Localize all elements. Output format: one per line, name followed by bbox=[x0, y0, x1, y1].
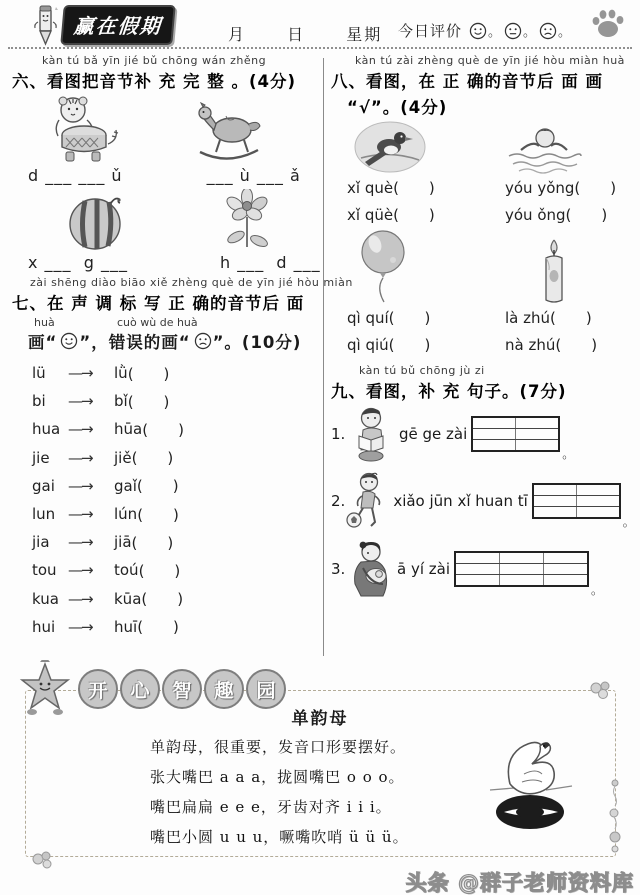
answer-paren[interactable]: ( ) bbox=[142, 420, 184, 439]
rhyme-title: 单韵母 bbox=[291, 709, 349, 729]
option-cell[interactable]: qì quí( ) bbox=[347, 309, 431, 327]
option-cell[interactable]: yóu yǒng( ) bbox=[505, 179, 617, 197]
answer-paren[interactable]: ( ) bbox=[141, 590, 184, 609]
option-cell[interactable]: xǐ qüè( ) bbox=[347, 206, 435, 224]
list-item bbox=[32, 444, 318, 472]
sentence-item-1 bbox=[331, 406, 633, 462]
neutral-face-icon[interactable] bbox=[504, 22, 522, 40]
pinyin-hua: huà bbox=[34, 316, 55, 329]
answer-blank[interactable]: h ___ d ___ bbox=[219, 253, 321, 272]
section7-pinyin2 bbox=[12, 316, 318, 329]
list-item bbox=[32, 613, 318, 641]
answer-paren[interactable]: ( ) bbox=[131, 533, 174, 552]
watermark-text: 头条 @群子老师资料库 bbox=[405, 871, 634, 895]
sentence-text: gē ge zài bbox=[399, 425, 468, 443]
answer-paren[interactable]: ( ) bbox=[127, 392, 170, 411]
poem-line: 嘴巴扁扁 e e e，牙齿对齐 i i i。 bbox=[150, 798, 392, 816]
list-item bbox=[32, 556, 318, 584]
ornament-chain-icon bbox=[606, 775, 624, 855]
syllable-toned: lǜ bbox=[114, 364, 128, 383]
syllable-plain: lü bbox=[32, 364, 46, 383]
left-column bbox=[12, 52, 353, 641]
boy-reading-icon bbox=[351, 406, 393, 462]
syllable-plain: tou bbox=[32, 561, 57, 580]
rhyme-poem bbox=[150, 732, 409, 852]
page-header bbox=[0, 2, 640, 48]
banner-char: 趣 bbox=[204, 669, 244, 709]
section7-pinyin: zài shēng diào biāo xiě zhèng què de yīn jié hòu miàn bbox=[30, 276, 353, 289]
list-item bbox=[32, 585, 318, 613]
poem-line: 单韵母，很重要，发音口形要摆好。 bbox=[150, 738, 407, 756]
arrow-icon: —→ bbox=[68, 364, 92, 383]
arrow-icon: —→ bbox=[68, 561, 92, 580]
arrow-icon: —→ bbox=[68, 617, 92, 636]
arrow-icon: —→ bbox=[68, 505, 92, 524]
option-row bbox=[331, 174, 633, 201]
banner-char: 园 bbox=[246, 669, 286, 709]
swimmer-icon bbox=[505, 122, 583, 174]
option-row bbox=[331, 201, 633, 228]
option-cell[interactable]: yóu ǒng( ) bbox=[505, 206, 608, 224]
date-week-label: 星期 bbox=[346, 25, 383, 44]
paw-print-icon bbox=[590, 8, 626, 40]
syllable-toned: bǐ bbox=[114, 392, 128, 411]
answer-paren[interactable]: ( ) bbox=[138, 561, 181, 580]
swan-icon bbox=[484, 724, 576, 834]
answer-paren[interactable]: ( ) bbox=[136, 477, 179, 496]
option-cell[interactable]: là zhú( ) bbox=[505, 309, 592, 327]
syllable-plain: hua bbox=[32, 420, 61, 439]
watermelon-icon bbox=[64, 193, 128, 251]
syllable-toned: gaǐ bbox=[114, 476, 137, 495]
sentence-period: 。 bbox=[622, 515, 635, 529]
list-item bbox=[32, 359, 318, 387]
answer-blank[interactable]: x ___ g ___ bbox=[28, 253, 128, 272]
option-row bbox=[331, 304, 633, 331]
brand-logo bbox=[28, 4, 174, 46]
date-month-label: 月 bbox=[228, 25, 247, 44]
banner-char: 开 bbox=[78, 669, 118, 709]
answer-blank[interactable]: ___ ù ___ ǎ bbox=[206, 166, 301, 185]
section8-images-row2 bbox=[331, 228, 633, 304]
arrow-icon: —→ bbox=[68, 448, 92, 467]
date-line bbox=[228, 22, 416, 45]
option-row bbox=[331, 331, 633, 358]
happy-face-icon[interactable] bbox=[469, 22, 487, 40]
syllable-plain: bi bbox=[32, 392, 46, 411]
section6-pinyin: kàn tú bǎ yīn jié bǔ chōng wán zhěng bbox=[42, 54, 267, 67]
pinyin-cuowudehua: cuò wù de huà bbox=[117, 316, 198, 329]
syllable-plain: jia bbox=[32, 533, 50, 552]
sentence-text: xiǎo jūn xǐ huan tī bbox=[393, 492, 528, 510]
answer-paren[interactable]: ( ) bbox=[137, 618, 179, 637]
poem-line: 张大嘴巴 a a a，拢圆嘴巴 o o o。 bbox=[150, 768, 405, 786]
candle-icon bbox=[539, 238, 569, 304]
sentence-item-2 bbox=[331, 472, 633, 530]
pinyin-writing-grid[interactable] bbox=[454, 551, 589, 587]
section9-title: 九、看图，补 充 句子。(7分) bbox=[331, 382, 567, 401]
evaluation-label: 今日评价 bbox=[398, 22, 463, 40]
fun-garden-banner bbox=[18, 660, 288, 718]
flower-decoration-icon bbox=[588, 678, 614, 702]
right-column bbox=[331, 52, 633, 608]
happy-face-icon bbox=[60, 332, 78, 350]
sentence-text: ā yí zài bbox=[397, 560, 451, 578]
arrow-icon: —→ bbox=[68, 420, 92, 439]
section8-pinyin: kàn tú zài zhèng què de yīn jié hòu miàn huà bbox=[355, 54, 625, 67]
arrow-icon: —→ bbox=[68, 589, 92, 608]
section6-blanks-row2 bbox=[12, 253, 321, 272]
option-cell[interactable]: nà zhú( ) bbox=[505, 336, 598, 354]
syllable-toned: toú bbox=[114, 561, 139, 580]
sentence-period: 。 bbox=[591, 583, 604, 597]
item-number: 1. bbox=[331, 425, 346, 443]
flower-decoration-icon bbox=[30, 847, 56, 871]
banner-char: 心 bbox=[120, 669, 160, 709]
arrow-icon: —→ bbox=[68, 533, 92, 552]
title2-post: ”。(10分) bbox=[212, 333, 302, 352]
list-item bbox=[32, 415, 318, 443]
flower-icon bbox=[218, 189, 276, 251]
tiger-drum-icon bbox=[46, 94, 122, 164]
logo-title: 赢在假期 bbox=[60, 5, 175, 45]
syllable-plain: hui bbox=[32, 617, 56, 636]
list-item bbox=[32, 528, 318, 556]
syllable-plain: lun bbox=[32, 505, 56, 524]
tone-conversion-list bbox=[32, 359, 318, 641]
title2-mid: ”，错误的画“ bbox=[79, 333, 191, 352]
syllable-toned: kūa bbox=[114, 589, 142, 608]
answer-blank[interactable]: d ___ ___ ǔ bbox=[28, 166, 123, 185]
option-cell[interactable]: xǐ què( ) bbox=[347, 179, 435, 197]
syllable-toned: hūa bbox=[114, 420, 143, 439]
option-cell[interactable]: qì qiú( ) bbox=[347, 336, 431, 354]
sad-face-icon[interactable] bbox=[539, 22, 557, 40]
magpie-icon bbox=[353, 120, 427, 174]
answer-paren[interactable]: ( ) bbox=[127, 364, 170, 383]
date-day-label: 日 bbox=[287, 25, 306, 44]
syllable-toned: jiā bbox=[114, 533, 132, 552]
syllable-toned: huī bbox=[114, 617, 138, 636]
arrow-icon: —→ bbox=[68, 476, 92, 495]
list-item bbox=[32, 387, 318, 415]
pinyin-writing-grid[interactable] bbox=[532, 483, 621, 519]
arrow-icon: —→ bbox=[68, 392, 92, 411]
section6-images-row2 bbox=[12, 189, 318, 251]
syllable-plain: kua bbox=[32, 589, 59, 608]
section8-images-row1 bbox=[331, 120, 633, 174]
item-number: 2. bbox=[331, 492, 346, 510]
balloon-icon bbox=[355, 228, 413, 304]
poem-line: 嘴巴小圆 u u u，噘嘴吹哨 ü ü ü。 bbox=[150, 828, 409, 846]
sad-face-icon bbox=[194, 332, 212, 350]
list-item bbox=[32, 500, 318, 528]
pencil-mascot-icon bbox=[28, 4, 62, 46]
syllable-plain: gai bbox=[32, 476, 55, 495]
section6-blanks-row1 bbox=[12, 166, 318, 185]
section8-title: 八、看图，在 正 确的音节后 面 画 bbox=[331, 72, 603, 91]
daily-evaluation bbox=[398, 20, 571, 41]
star-mascot-icon bbox=[18, 660, 72, 718]
boy-kicking-ball-icon bbox=[345, 472, 387, 530]
sep-circle: 。 bbox=[523, 25, 537, 40]
section8-title-line2: “√”。(4分) bbox=[347, 98, 448, 117]
banner-char: 智 bbox=[162, 669, 202, 709]
sep-circle: 。 bbox=[488, 25, 502, 40]
pinyin-writing-grid[interactable] bbox=[471, 416, 560, 452]
header-divider bbox=[8, 47, 632, 49]
title2-pre: 画“ bbox=[28, 333, 58, 352]
section6-title: 六、看图把音节补 充 完 整 。(4分) bbox=[12, 72, 297, 91]
section9-pinyin: kàn tú bǔ chōng jù zi bbox=[359, 364, 485, 377]
section7-title: 七、在 声 调 标 写 正 确的音节后 面 bbox=[12, 294, 305, 313]
sep-circle: 。 bbox=[558, 25, 572, 40]
fun-garden-footer bbox=[0, 658, 640, 895]
column-divider bbox=[323, 58, 324, 656]
rocking-horse-icon bbox=[192, 102, 264, 164]
list-item bbox=[32, 472, 318, 500]
sentence-period: 。 bbox=[562, 447, 575, 461]
section7-title-line2 bbox=[28, 329, 318, 353]
item-number: 3. bbox=[331, 560, 346, 578]
syllable-toned: lún bbox=[114, 505, 138, 524]
syllable-plain: jie bbox=[32, 448, 50, 467]
answer-paren[interactable]: ( ) bbox=[137, 505, 179, 524]
answer-paren[interactable]: ( ) bbox=[131, 449, 174, 468]
section6-images-row1 bbox=[12, 94, 318, 164]
woman-holding-baby-icon bbox=[351, 540, 391, 598]
syllable-toned: jiě bbox=[114, 448, 132, 467]
sentence-item-3 bbox=[331, 540, 633, 598]
